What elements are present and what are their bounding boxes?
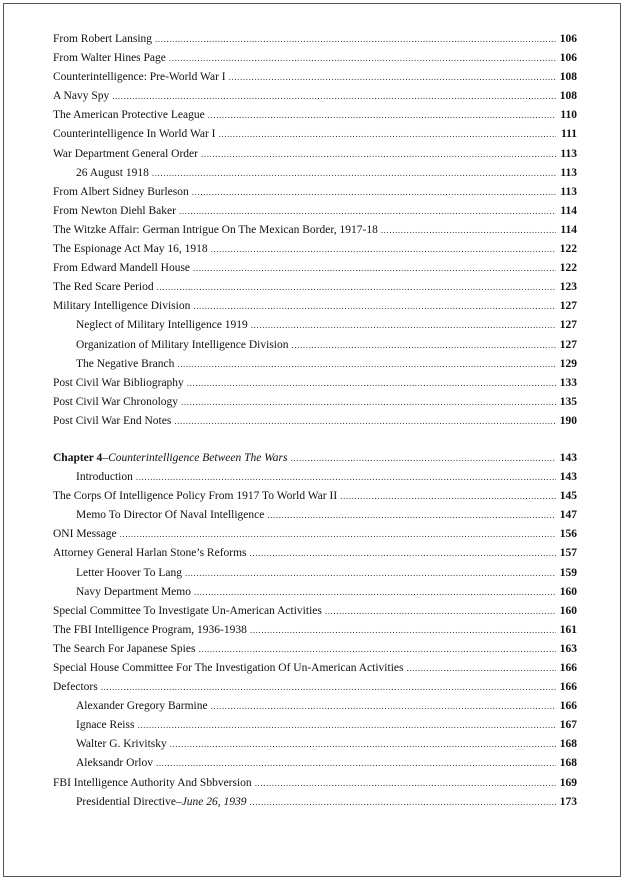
toc-entry-text: The Red Scare Period <box>53 281 154 294</box>
toc-entry[interactable] <box>53 716 577 735</box>
toc-entry-subtitle: –June 26, 1939 <box>175 795 247 808</box>
page-number: 127 <box>559 300 577 313</box>
toc-entry-text: Post Civil War End Notes <box>53 414 172 427</box>
toc-entry-title <box>76 793 247 812</box>
toc-entry[interactable] <box>53 240 577 259</box>
toc-entry-title <box>76 468 133 487</box>
page-number: 106 <box>559 52 577 65</box>
page-number: 166 <box>559 700 577 713</box>
toc-entry-title <box>76 735 167 754</box>
dot-leader <box>101 678 556 697</box>
page-number: 123 <box>559 281 577 294</box>
dot-leader <box>325 602 556 621</box>
toc-entry[interactable] <box>53 621 577 640</box>
page-number: 135 <box>559 395 577 408</box>
page-number: 190 <box>559 414 577 427</box>
dot-leader <box>136 468 556 487</box>
toc-entry[interactable] <box>53 525 577 544</box>
toc-entry-text: –Counterintelligence Between The Wars <box>102 451 288 464</box>
page-number: 147 <box>559 509 577 522</box>
toc-entry-title <box>53 240 208 259</box>
toc-entry-text: The FBI Intelligence Program, 1936-1938 <box>53 623 247 636</box>
dot-leader <box>192 183 556 202</box>
page-number: 129 <box>559 357 577 370</box>
document-page <box>3 3 621 877</box>
toc-entry[interactable] <box>53 659 577 678</box>
toc-entry-title <box>76 316 248 335</box>
toc-entry-text: The Witzke Affair: German Intrigue On The Mexican Border, 1917-18 <box>53 223 378 236</box>
toc-entry-text: The Corps Of Intelligence Policy From 1917 To World War II <box>53 490 338 503</box>
dot-leader <box>112 87 556 106</box>
page-number: 111 <box>561 128 577 141</box>
page-number: 113 <box>560 166 577 179</box>
dot-leader <box>156 754 556 773</box>
dot-leader <box>250 544 556 563</box>
page-number: 160 <box>559 585 577 598</box>
toc-entry[interactable] <box>53 355 577 374</box>
toc-entry[interactable] <box>53 106 577 125</box>
toc-entry-text: From Walter Hines Page <box>53 52 166 65</box>
page-number: 108 <box>559 71 577 84</box>
toc-entry-title <box>53 525 117 544</box>
page-number: 113 <box>560 185 577 198</box>
toc-entry[interactable] <box>53 583 577 602</box>
toc-entry[interactable] <box>53 336 577 355</box>
toc-entry[interactable] <box>53 125 577 144</box>
toc-entry[interactable] <box>53 602 577 621</box>
toc-entry[interactable] <box>53 412 577 431</box>
toc-entry[interactable] <box>53 564 577 583</box>
toc-entry-title <box>53 449 287 468</box>
toc-entry-text: Introduction <box>76 471 133 484</box>
toc-entry[interactable] <box>53 449 577 468</box>
dot-leader <box>185 564 556 583</box>
dot-leader <box>187 374 556 393</box>
toc-entry-text: War Department General Order <box>53 147 198 160</box>
toc-entry[interactable] <box>53 735 577 754</box>
toc-entry-title <box>53 602 322 621</box>
dot-leader <box>155 30 556 49</box>
chapter-label: Chapter 4 <box>53 451 103 464</box>
page-number: 143 <box>559 451 577 464</box>
toc-entry-text: ONI Message <box>53 528 117 541</box>
toc-entry-title <box>53 412 171 431</box>
toc-entry-text: Post Civil War Chronology <box>53 395 179 408</box>
dot-leader <box>251 316 556 335</box>
page-number: 143 <box>559 471 577 484</box>
toc-entry-title <box>53 487 337 506</box>
dot-leader <box>157 278 556 297</box>
dot-leader <box>340 487 556 506</box>
toc-entry-text: From Newton Diehl Baker <box>53 204 176 217</box>
page-number: 173 <box>559 795 577 808</box>
dot-leader <box>290 449 556 468</box>
toc-entry[interactable] <box>53 259 577 278</box>
dot-leader <box>229 68 556 87</box>
toc-entry-text: Special House Committee For The Investigation Of Un-American Activities <box>53 662 404 674</box>
dot-leader <box>219 125 556 144</box>
toc-entry-title <box>53 125 216 144</box>
page-number: 161 <box>559 623 577 636</box>
page-number: 114 <box>560 223 577 236</box>
toc-entry-text: 26 August 1918 <box>76 166 149 179</box>
toc-entry-title <box>53 621 247 640</box>
toc-entry[interactable] <box>53 544 577 563</box>
dot-leader <box>406 659 556 678</box>
dot-leader <box>267 506 556 525</box>
toc-entry-title <box>53 30 152 49</box>
dot-leader <box>198 640 556 659</box>
toc-entry[interactable] <box>53 278 577 297</box>
toc-entry-text: Letter Hoover To Lang <box>76 566 182 579</box>
toc-entry[interactable] <box>53 87 577 106</box>
toc-entry[interactable] <box>53 49 577 68</box>
toc-entry-text: The Search For Japanese Spies <box>53 642 196 655</box>
dot-leader <box>194 583 556 602</box>
dot-leader <box>179 202 556 221</box>
dot-leader <box>211 240 556 259</box>
toc-entry-text: The Espionage Act May 16, 1918 <box>53 243 208 256</box>
toc-entry-text: From Albert Sidney Burleson <box>53 185 189 198</box>
toc-entry-text: Memo To Director Of Naval Intelligence <box>76 509 265 522</box>
toc-entry[interactable] <box>53 374 577 393</box>
toc-entry-text: From Edward Mandell House <box>53 262 191 275</box>
toc-entry-title <box>53 68 226 87</box>
dot-leader <box>193 297 556 316</box>
toc-entry[interactable] <box>53 468 577 487</box>
toc-entry-title <box>53 393 178 412</box>
toc-entry-title <box>53 87 109 106</box>
toc-entry[interactable] <box>53 30 577 49</box>
page-number: 122 <box>559 262 577 275</box>
dot-leader <box>250 621 556 640</box>
toc-entry-title <box>76 355 174 374</box>
page-number: 106 <box>559 33 577 45</box>
page-number: 133 <box>559 376 577 389</box>
toc-entry-title <box>53 259 190 278</box>
toc-entry-title <box>76 754 153 773</box>
toc-entry[interactable] <box>53 506 577 525</box>
dot-leader <box>181 393 556 412</box>
toc-entry-text: Post Civil War Bibliography <box>53 376 184 389</box>
toc-entry-text: Aleksandr Orlov <box>76 757 153 770</box>
dot-leader <box>174 412 556 431</box>
toc-entry[interactable] <box>53 774 577 793</box>
dot-leader <box>211 697 556 716</box>
toc-entry[interactable] <box>53 183 577 202</box>
dot-leader <box>201 145 556 164</box>
toc-entry[interactable] <box>53 640 577 659</box>
dot-leader <box>120 525 556 544</box>
dot-leader <box>208 106 556 125</box>
toc-entry-text: FBI Intelligence Authority And Sbbversion <box>53 776 252 789</box>
toc-entry-title <box>53 221 378 240</box>
toc-entry-title <box>76 697 208 716</box>
toc-entry-text: Attorney General Harlan Stone’s Reforms <box>53 547 247 560</box>
page-number: 110 <box>560 109 577 122</box>
page-number: 166 <box>559 681 577 694</box>
toc-entry-title <box>53 183 189 202</box>
page-number: 114 <box>560 204 577 217</box>
toc-entry[interactable] <box>53 202 577 221</box>
toc-entry-title <box>53 774 252 793</box>
toc-entry-title <box>76 583 191 602</box>
dot-leader <box>152 164 556 183</box>
page-number: 168 <box>559 738 577 751</box>
toc-entry-text: Alexander Gregory Barmine <box>76 700 208 713</box>
toc-entry-title <box>53 374 184 393</box>
dot-leader <box>170 735 556 754</box>
toc-entry-text: Military Intelligence Division <box>53 300 191 313</box>
toc-entry-text: Navy Department Memo <box>76 585 191 598</box>
toc-entry[interactable] <box>53 316 577 335</box>
page-number: 169 <box>559 776 577 789</box>
toc-entry-title <box>53 106 205 125</box>
toc-entry-title <box>76 164 149 183</box>
page-number: 122 <box>559 243 577 256</box>
toc-entry-text: Presidential Directive <box>76 795 176 808</box>
toc-entry[interactable] <box>53 393 577 412</box>
toc-entry-text: Walter G. Krivitsky <box>76 738 167 751</box>
page-number: 156 <box>559 528 577 541</box>
dot-leader <box>292 336 557 355</box>
page-number: 113 <box>560 147 577 160</box>
toc-entry-title <box>53 297 190 316</box>
page-number: 127 <box>559 319 577 332</box>
page-number: 157 <box>559 547 577 560</box>
toc-entry-title <box>53 278 154 297</box>
dot-leader <box>169 49 556 68</box>
table-of-contents <box>53 30 577 812</box>
page-number: 163 <box>559 642 577 655</box>
toc-entry[interactable] <box>53 68 577 87</box>
page-number: 159 <box>559 566 577 579</box>
toc-entry-title <box>53 145 198 164</box>
toc-entry-text: Defectors <box>53 681 98 694</box>
toc-entry-text: The Negative Branch <box>76 357 175 370</box>
toc-entry[interactable] <box>53 793 577 812</box>
toc-entry-title <box>76 716 134 735</box>
toc-entry-title <box>53 640 195 659</box>
toc-entry[interactable] <box>53 297 577 316</box>
toc-entry-title <box>53 544 247 563</box>
toc-entry-text: Neglect of Military Intelligence 1919 <box>76 319 248 332</box>
dot-leader <box>255 774 556 793</box>
toc-entry-title <box>76 506 264 525</box>
page-number: 108 <box>559 90 577 103</box>
toc-entry-title <box>53 202 176 221</box>
toc-entry-text: Organization of Military Intelligence Division <box>76 338 289 351</box>
toc-entry-title <box>53 49 166 68</box>
toc-entry-text: The American Protective League <box>53 109 205 122</box>
toc-entry[interactable] <box>53 221 577 240</box>
dot-leader <box>250 793 556 812</box>
page-number: 168 <box>559 757 577 770</box>
dot-leader <box>193 259 556 278</box>
toc-entry-text: Special Committee To Investigate Un-American Activities <box>53 604 322 617</box>
page-number: 145 <box>559 490 577 503</box>
toc-entry-text: Counterintelligence In World War I <box>53 128 216 141</box>
toc-entry-title <box>76 564 182 583</box>
dot-leader <box>381 221 556 240</box>
toc-entry[interactable] <box>53 487 577 506</box>
toc-entry-title <box>76 336 289 355</box>
dot-leader <box>137 716 556 735</box>
toc-entry-text: A Navy Spy <box>53 90 110 103</box>
page-number: 166 <box>559 662 577 674</box>
toc-entry-text: From Robert Lansing <box>53 33 153 45</box>
toc-entry[interactable] <box>53 754 577 773</box>
toc-entry[interactable] <box>53 678 577 697</box>
toc-entry-text: Counterintelligence: Pre-World War I <box>53 71 226 84</box>
page-number: 167 <box>559 719 577 732</box>
toc-entry[interactable] <box>53 697 577 716</box>
toc-entry[interactable] <box>53 145 577 164</box>
toc-entry-title <box>53 678 98 697</box>
toc-entry-text: Ignace Reiss <box>76 719 135 732</box>
dot-leader <box>177 355 556 374</box>
toc-entry[interactable] <box>53 164 577 183</box>
toc-entry-title <box>53 659 403 678</box>
page-number: 127 <box>559 338 577 351</box>
page-number: 160 <box>559 604 577 617</box>
